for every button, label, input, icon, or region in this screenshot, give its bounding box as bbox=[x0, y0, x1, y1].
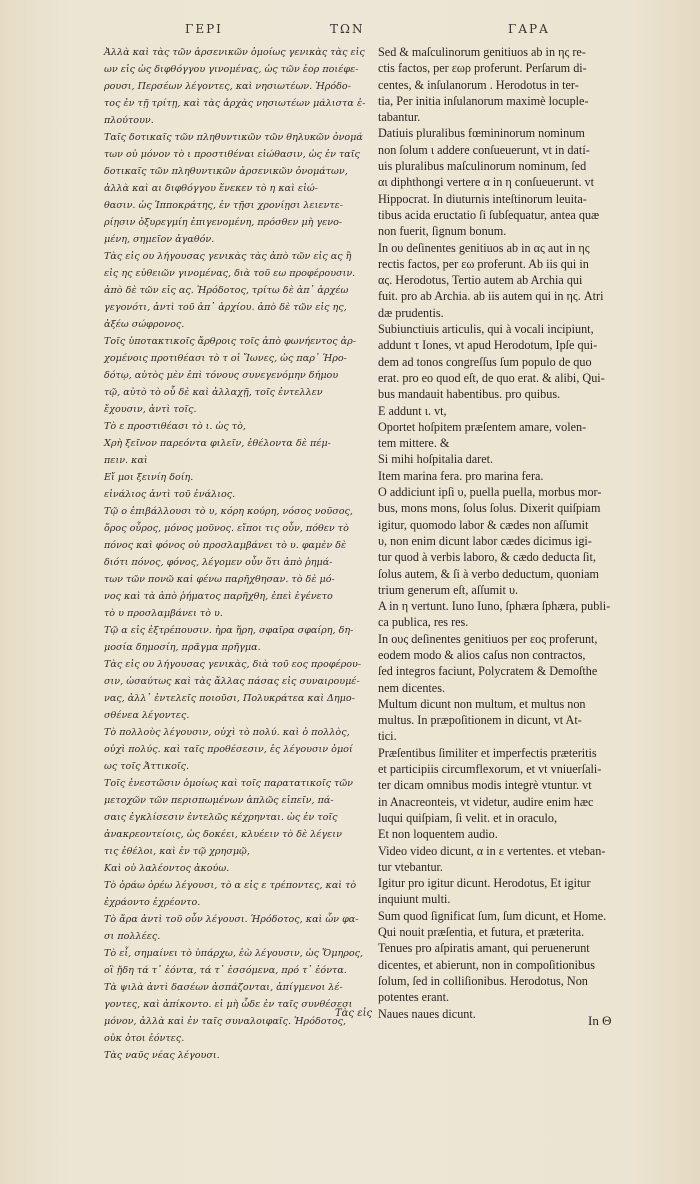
latin-catchword: In Θ bbox=[588, 1013, 612, 1028]
latin-translation-column bbox=[378, 44, 684, 1022]
latin-text-line: Hippocrat. In diuturnis inteſtinorum leuita- bbox=[378, 191, 587, 206]
latin-text-line: bus, mons mons, ſolus ſolus. Dixerit quiſpiam bbox=[378, 501, 601, 516]
latin-text-line: nem dicentes. bbox=[378, 680, 446, 695]
latin-text-line: fuit. pro ab Archia. ab iis autem qui in ης. Atri bbox=[378, 289, 604, 304]
greek-text-line: πειν. καὶ bbox=[104, 455, 148, 466]
latin-text-line: Sum quod ſignificat ſum, ſum dicunt, et Home. bbox=[378, 908, 607, 923]
latin-text-line: multus. In præpoſitionem in dicunt, vt At- bbox=[378, 713, 582, 728]
greek-text-line: μόνον, ἀλλὰ καὶ ἐν ταῖς συναλοιφαῖς. Ἡρόδοτος, bbox=[104, 1016, 347, 1027]
latin-text-line: Igitur pro igitur dicunt. Herodotus, Et igitur bbox=[378, 876, 591, 891]
latin-text-line: inquiunt multi. bbox=[378, 892, 451, 907]
latin-text-line: ſolum, ſed in colliſionibus. Herodotus, Non bbox=[378, 973, 588, 988]
latin-text-line: tur vtebantur. bbox=[378, 859, 443, 874]
greek-text-line: τὸ υ προσλαμβάνει τὸ υ. bbox=[104, 608, 223, 619]
greek-text-line: σθένεα λέγοντες. bbox=[104, 710, 190, 721]
greek-text-column bbox=[104, 44, 366, 1064]
greek-text-line: Τὸ ἄρα ἀντὶ τοῦ οὖν λέγουσι. Ἡρόδοτος, καὶ ὧν φα- bbox=[104, 914, 359, 925]
greek-text-line: ἀπὸ δὲ τῶν εἰς ας. Ἡρόδοτος, τρίτω δὲ ἀπ᾽ ἀρχέω bbox=[104, 285, 349, 296]
latin-text-line: erat. pro eo quod eſt, de quo erat. & alibi, Qui- bbox=[378, 370, 605, 385]
greek-text-line: μένη, σημεῖον ἀγαθόν. bbox=[104, 234, 215, 245]
greek-text-line: Τὸ ὁράω ὁρέω λέγουσι, τὸ α εἰς ε τρέποντες, καὶ τὸ bbox=[104, 880, 357, 891]
greek-text-line: Τὰς εἰς ου λήγουσας γενικὰς τὰς ἀπὸ τῶν εἰς ας ἢ bbox=[104, 251, 352, 262]
greek-text-line: μοσία δημοσίη, πρᾶγμα πρῆγμα. bbox=[104, 642, 261, 653]
latin-text-line: trium generum eſt, aſſumit υ. bbox=[378, 582, 519, 597]
latin-text-line: In ους deſinentes genitiuos per εος proferunt, bbox=[378, 631, 598, 646]
greek-text-line: πόνος καὶ φόνος οὐ προσλαμβάνει τὸ υ. φαμὲν δὲ bbox=[104, 540, 347, 551]
latin-text-line: A in η vertunt. Iuno Iuno, ſphæra ſphæra, publi- bbox=[378, 599, 611, 614]
latin-text-line: υ, non enim dicunt labor cædes dicimus igi- bbox=[378, 533, 592, 548]
latin-text-line: tabantur. bbox=[378, 110, 421, 125]
greek-text-line: Τὰ ψιλὰ ἀντὶ δασέων ἀσπάζονται, ἀπίγμενοι λέ- bbox=[104, 982, 343, 993]
latin-text-line: uis pluralibus maſculinorum nominum, ſed bbox=[378, 159, 587, 174]
latin-text-line: bus mandauit habentibus. pro quibus. bbox=[378, 387, 561, 402]
latin-text-line: Subiunctiuis articulis, qui à vocali incipiunt, bbox=[378, 322, 594, 337]
greek-text-line: Καὶ οὐ λαλέοντος ἀκούω. bbox=[104, 863, 230, 874]
greek-text-line: των οὐ μόνον τὸ ι προστιθέναι εἰώθασιν, ὡς ἐν ταῖς bbox=[104, 149, 360, 160]
greek-text-line: ὄρος οὖρος, μόνος μοῦνος. εἴποι τις οὖν, πόθεν τὸ bbox=[104, 523, 349, 534]
latin-text-line: Oportet hoſpitem præſentem amare, volen- bbox=[378, 419, 587, 434]
greek-text-line: χομένοις προτιθέασι τὸ τ οἱ Ἴωνες, ὡς παρ᾽ Ἡρο- bbox=[104, 353, 347, 364]
greek-catchword: Τὰς εἰς bbox=[335, 1008, 373, 1019]
greek-text-line: τος ἐν τῇ τρίτῃ, καὶ τὰς ἀρχὰς νησιωτέων μάλιστα ἐ- bbox=[104, 98, 366, 109]
latin-text-line: ca publica, res res. bbox=[378, 615, 469, 630]
latin-text-line: In ου deſinentes genitiuos ab in ας aut in ης bbox=[378, 240, 590, 255]
running-head-middle: ΤΩΝ bbox=[330, 22, 365, 36]
greek-text-line: ρουσι, Περσέων λέγοντες, καὶ νησιωτέων. Ἡρόδο- bbox=[104, 81, 351, 92]
greek-text-line: σιν, ὡσαύτως καὶ τὰς ἄλλας πάσας εἰς συναιρουμέ- bbox=[104, 676, 360, 687]
latin-text-line: Præſentibus ſimiliter et imperfectis præteritis bbox=[378, 745, 597, 760]
latin-text-line: Sed & maſculinorum genitiuos ab in ης re- bbox=[378, 45, 586, 59]
greek-text-line: γεγονότι, ἀντὶ τοῦ ἀπ᾽ ἀρχίου. ἀπὸ δὲ τῶν εἰς ης, bbox=[104, 302, 347, 313]
greek-text-line: ἀνακρεοντείοις, ὡς δοκέει, κλυέειν τὸ δὲ λέγειν bbox=[104, 829, 342, 840]
greek-text-line: ἔχουσιν, ἀντὶ τοῖς. bbox=[104, 404, 197, 415]
running-head-left: ΓΕΡΙ bbox=[185, 22, 223, 36]
latin-text-line: ctis factos, per εωρ proferunt. Perſarum di- bbox=[378, 61, 587, 76]
latin-text-line: luqui quiſpiam, ſi velit. et in oraculo, bbox=[378, 810, 558, 825]
greek-text-line: Ἀλλὰ καὶ τὰς τῶν ἀρσενικῶν ὁμοίως γενικὰς τὰς εἰς bbox=[104, 47, 365, 58]
latin-text-line: Datiuis pluralibus fœmininorum nominum bbox=[378, 126, 585, 141]
latin-text-line: Tenues pro aſpiratis amant, qui peruenerunt bbox=[378, 941, 590, 956]
latin-text-line: in Anacreonteis, vt videtur, audire enim hæc bbox=[378, 794, 594, 809]
greek-text-line: Τὰς εἰς ου λήγουσας γενικὰς, διὰ τοῦ εος προφέρου- bbox=[104, 659, 362, 670]
greek-text-line: τις ἐθέλοι, καὶ ἐν τῷ χρησμῷ, bbox=[104, 846, 250, 857]
latin-text-line: ſolus autem, & ſi à verbo deductum, quoniam bbox=[378, 566, 600, 581]
latin-text-line: addunt τ Iones, vt apud Herodotum, Ipſe qui- bbox=[378, 338, 598, 353]
latin-text-line: tem mittere. & bbox=[378, 436, 450, 451]
greek-text-line: ρίῃσιν ὀξυρεγμίη ἐπιγενομένη, πρόσθεν μὴ γενο- bbox=[104, 217, 343, 228]
latin-text-line: tur quod à verbis laboro, & cædo deducta ſit, bbox=[378, 550, 596, 565]
greek-text-line: Χρὴ ξεῖνον παρεόντα φιλεῖν, ἐθέλοντα δὲ πέμ- bbox=[104, 438, 331, 449]
greek-text-line: Τὰς ναῦς νέας λέγουσι. bbox=[104, 1050, 220, 1061]
latin-text-line: ſed integros faciunt, Polycratem & Demoſthe bbox=[378, 664, 598, 679]
greek-text-line: των τῶν πονῶ καὶ φένω παρῆχθησαν. τὸ δὲ μό- bbox=[104, 574, 335, 585]
running-head bbox=[0, 22, 700, 42]
greek-text-line: οἳ ᾔδη τά τ᾽ ἐόντα, τά τ᾽ ἐσσόμενα, πρό τ᾽ ἐόντα. bbox=[104, 965, 347, 976]
latin-text-line: dem ad tonos congreſſus ſum populo de quo bbox=[378, 354, 592, 369]
greek-text-line: οὐχὶ πολύς. καὶ ταῖς προθέσεσιν, ἐς λέγουσιν ὁμοί bbox=[104, 744, 353, 755]
greek-text-line: ἐχράοντο ἐχρέοντο. bbox=[104, 897, 201, 908]
greek-text-line: οὐκ ὁτοι ἐόντες. bbox=[104, 1033, 185, 1044]
greek-text-line: ως τοῖς Ἀττικοῖς. bbox=[104, 761, 190, 772]
greek-text-line: Ταῖς δοτικαῖς τῶν πληθυντικῶν τῶν θηλυκῶν ὀνομά bbox=[104, 132, 363, 143]
latin-text-line: non ſolum ι addere conſueuerunt, vt in datí- bbox=[378, 142, 590, 157]
latin-text-line: Naues naues dicunt. bbox=[378, 1006, 476, 1021]
greek-text-line: ἀλλὰ καὶ αι διφθόγγου ἕνεκεν τὸ η καὶ εἰώ- bbox=[104, 183, 318, 194]
greek-text-line: νος καὶ τὰ ἀπὸ ῥήματος παρῆχθη, ἐπεὶ ἐγένετο bbox=[104, 591, 333, 602]
latin-text-line: Item marina fera. pro marina fera. bbox=[378, 468, 544, 483]
latin-text-line: dicentes, et abierunt, non in compoſitionibus bbox=[378, 957, 595, 972]
latin-text-line: tici. bbox=[378, 729, 397, 744]
latin-text-line: eodem modo & alios caſus non contractos, bbox=[378, 647, 586, 662]
latin-text-line: dæ prudentis. bbox=[378, 305, 444, 320]
greek-text-line: τῷ, αὐτὸ τὸ οὗ δὲ καὶ ἀλλαχῇ, τοῖς ἐντελλεν bbox=[104, 387, 323, 398]
greek-text-line: μετοχῶν τῶν περισπωμένων ἁπλῶς εἰπεῖν, πά- bbox=[104, 795, 334, 806]
greek-text-line: Εἴ μοι ξεινίη δοίη. bbox=[104, 472, 194, 483]
running-head-right: ΓΑΡΑ bbox=[508, 22, 550, 36]
greek-text-line: εἰς ης εὐθειῶν γινομένας, διὰ τοῦ εω προφέρουσιν. bbox=[104, 268, 356, 279]
latin-text-line: rectis factos, per εω proferunt. Ab iis qui in bbox=[378, 256, 589, 271]
greek-text-line: ἀξέω σώφρονος. bbox=[104, 319, 185, 330]
greek-text-line: δότῳ, αὐτὸς μὲν ἐπὶ τόνους συνεγενόμην δήμου bbox=[104, 370, 339, 381]
greek-text-line: Τὸ ε προστιθέασι τὸ ι. ὡς τὸ, bbox=[104, 421, 246, 432]
latin-text-line: Qui nouit præſentia, et futura, et præterita. bbox=[378, 925, 585, 940]
latin-text-line: Multum dicunt non multum, et multus non bbox=[378, 696, 586, 711]
latin-text-line: O addiciunt ipſi υ, puella puella, morbus mor- bbox=[378, 485, 602, 500]
greek-text-line: Τὸ πολλοὺς λέγουσιν, οὐχὶ τὸ πολύ. καὶ ὁ πολλὸς, bbox=[104, 727, 350, 738]
latin-text-line: tibus acida eructatio ſi ſubſequatur, antea quæ bbox=[378, 207, 600, 222]
latin-text-line: tia, Per initia inſulanorum maximè locuple- bbox=[378, 93, 589, 108]
latin-text-line: Et non loquentem audio. bbox=[378, 827, 498, 842]
greek-text-line: πλούτουν. bbox=[104, 115, 154, 126]
greek-text-line: θασιν. ὡς Ἱπποκράτης, ἐν τῇσι χρονίῃσι λειεντε- bbox=[104, 200, 344, 211]
greek-text-line: σαις ἐγκλίσεσιν ἐντελῶς κέχρηνται. ὡς ἐν τοῖς bbox=[104, 812, 338, 823]
greek-text-line: Τῷ ο ἐπιβάλλουσι τὸ υ, κόρη κούρη, νόσος νοῦσος, bbox=[104, 506, 353, 517]
latin-text-line: ας. Herodotus, Tertio autem ab Archia qui bbox=[378, 273, 583, 288]
latin-text-line: igitur, quomodo labor & cædes non aſſumit bbox=[378, 517, 589, 532]
greek-text-line: Τοῖς ὑποτακτικοῖς ἄρθροις τοῖς ἀπὸ φωνήεντος ἀρ- bbox=[104, 336, 357, 347]
latin-text-line: et participiis circumflexorum, et vt vniuerſali- bbox=[378, 762, 602, 777]
latin-text-line: centes, & inſulanorum . Herodotus in ter- bbox=[378, 77, 579, 92]
greek-text-line: Τῷ α εἰς ἐξτρέπουσιν. ἡρα ἥρη, σφαῖρα σφαίρη, δη- bbox=[104, 625, 354, 636]
latin-text-line: non fuerit, ſignum bonum. bbox=[378, 224, 507, 239]
greek-text-line: ων εἰς ὡς διφθόγγου γινομένας, ὡς τῶν ἑορ ποιέφε- bbox=[104, 64, 359, 75]
greek-text-line: νας, ἀλλ᾽ ἐντελεῖς ποιοῦσι, Πολυκράτεα καὶ Δημο- bbox=[104, 693, 355, 704]
greek-text-line: εἰνάλιος ἀντὶ τοῦ ἐνάλιος. bbox=[104, 489, 236, 500]
greek-text-line: Τὸ εἶ, σημαίνει τὸ ὑπάρχω, ἐὼ λέγουσιν, ὡς Ὅμηρος, bbox=[104, 948, 364, 959]
greek-text-line: διότι πόνος, φόνος, λέγομεν οὖν ὅτι ἀπὸ ῥημά- bbox=[104, 557, 333, 568]
latin-text-line: E addunt ι. vt, bbox=[378, 403, 447, 418]
greek-text-line: γοντες, καὶ ἀπίκοντο. εἰ μὴ ὧδε ἐν ταῖς συνθέσεσι bbox=[104, 999, 353, 1010]
latin-text-line: Video video dicunt, α in ε vertentes. et vteban- bbox=[378, 843, 606, 858]
greek-text-line: σι πολλέες. bbox=[104, 931, 161, 942]
greek-text-line: δοτικαῖς τῶν πληθυντικῶν ἀρσενικῶν ὀνομάτων, bbox=[104, 166, 348, 177]
latin-text-line: αι diphthongi vertere α in η conſueuerunt. vt bbox=[378, 175, 595, 190]
latin-text-line: potentes erant. bbox=[378, 990, 450, 1005]
greek-text-line: Τοῖς ἐνεστῶσιν ὁμοίως καὶ τοῖς παρατατικοῖς τῶν bbox=[104, 778, 353, 789]
latin-text-line: ter dicam omnibus modis integrè vtuntur. vt bbox=[378, 778, 592, 793]
latin-text-line: Si mihi hoſpitalia daret. bbox=[378, 452, 494, 467]
